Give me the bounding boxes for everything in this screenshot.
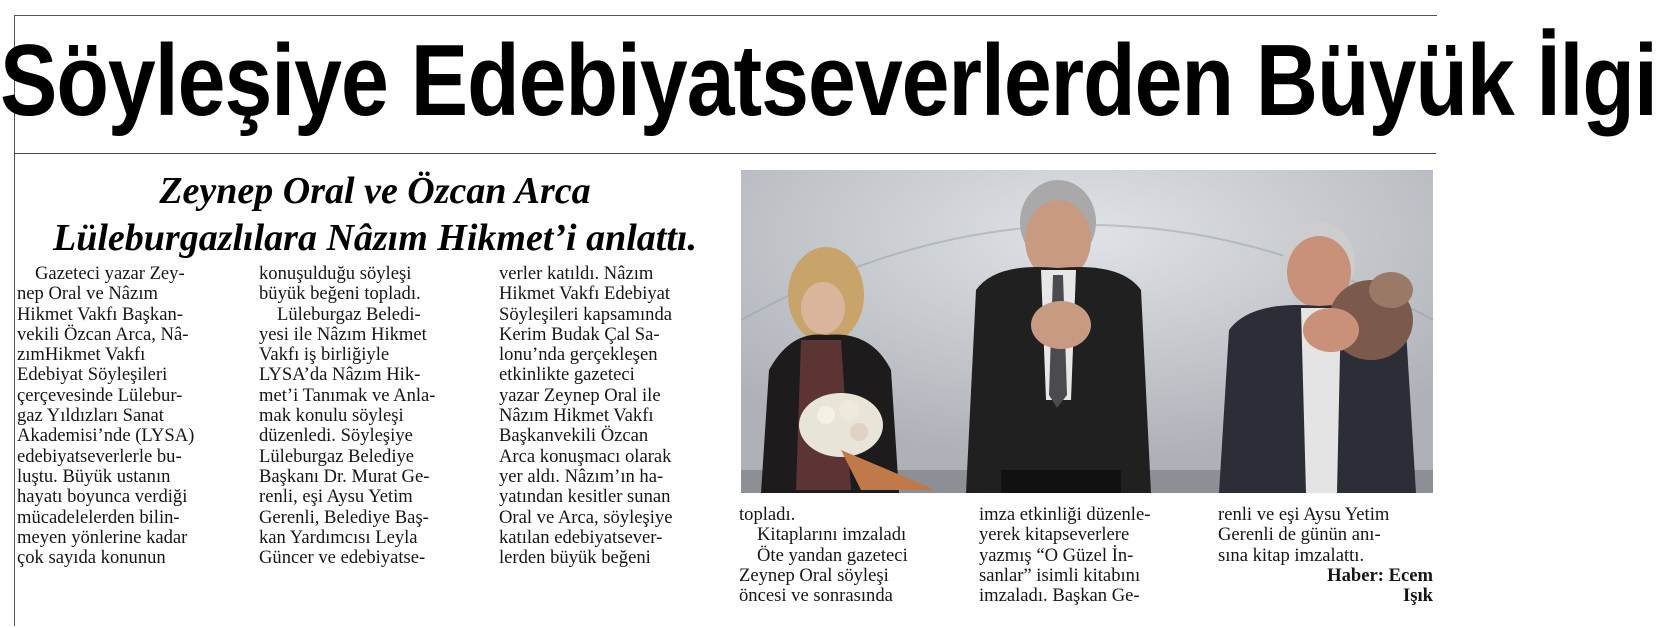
article-text-line: Gerenli, Belediye Baş- [259, 506, 429, 528]
article-text-line: LYSA’da Nâzım Hik- [259, 364, 421, 386]
article-text-line: imzaladı. Başkan Ge- [979, 585, 1140, 607]
article-text-line: yerek kitapseverlere [979, 524, 1130, 546]
article-text-line: hayatı boyunca verdiği [17, 486, 188, 508]
article-text-line: edebiyatseverlerle bu- [17, 445, 182, 467]
article-text-line: Hikmet Vakfı Başkan- [17, 303, 183, 325]
article-text-line: sına kitap imzalattı. [1218, 544, 1365, 566]
article-text-line: Kitaplarını imzaladı [757, 524, 907, 546]
article-text-line: zımHikmet Vakfı [17, 344, 146, 366]
people-applauding-on-stage-icon [741, 170, 1433, 493]
article-text-line: Arca konuşmacı olarak [499, 445, 672, 467]
article-text-line: Lüleburgaz Belediye [259, 445, 415, 467]
article-text-line: met’i Tanımak ve Anla- [259, 384, 436, 406]
article-text-line: çok sayıda konunun [17, 547, 166, 569]
article-text-line: nep Oral ve Nâzım [17, 283, 158, 305]
article-text-line: Öte yandan gazeteci [757, 544, 908, 566]
article-text-line: Akademisi’nde (LYSA) [17, 425, 195, 447]
headline-divider [14, 153, 1436, 154]
article-text-line: renli, eşi Aysu Yetim [259, 486, 413, 508]
article-text-line: Söyleşileri kapsamında [499, 303, 672, 325]
article-text-line: sanlar” isimli kitabını [979, 564, 1141, 586]
article-text-line: yer aldı. Nâzım’ın ha- [499, 465, 664, 487]
article-text-line: büyük beğeni topladı. [259, 283, 421, 305]
article-text-line: vekili Özcan Arca, Nâ- [17, 323, 189, 345]
article-text-line: topladı. [739, 504, 796, 525]
article-column-4 [739, 505, 967, 606]
article-text-line: çerçevesinde Lülebur- [17, 384, 183, 406]
byline: Haber: Ecem [1327, 564, 1433, 586]
article-column-6 [1218, 505, 1433, 606]
article-text-line: lerden büyük beğeni [499, 547, 651, 569]
article-column-3 [499, 264, 727, 568]
article-text-line: yatından kesitler sunan [499, 486, 671, 508]
article-text-line: lonu’nda gerçekleşen [499, 344, 658, 366]
article-text-line: Başkanı Dr. Murat Ge- [259, 465, 430, 487]
article-text-line: Oral ve Arca, söyleşiye [499, 506, 673, 528]
article-text-line: Gerenli de günün anı- [1218, 524, 1381, 546]
article-text-line: Nâzım Hikmet Vakfı [499, 405, 654, 427]
subheadline-line-2: Lüleburgazlılara Nâzım Hikmet’i anlattı. [53, 217, 697, 259]
article-text-line: meyen yönlerine kadar [17, 526, 188, 548]
event-photo [741, 170, 1433, 493]
article-text-line: etkinlikte gazeteci [499, 364, 635, 386]
byline: Işık [1403, 585, 1433, 607]
article-text-line: luştu. Büyük ustanın [17, 465, 171, 487]
article-text-line: Vakfı iş birliğiyle [259, 344, 390, 366]
article-text-line: yazar Zeynep Oral ile [499, 384, 661, 406]
article-text-line: verler katıldı. Nâzım [499, 263, 654, 284]
article-text-line: Kerim Budak Çal Sa- [499, 323, 660, 345]
article-text-line: imza etkinliği düzenle- [979, 504, 1151, 525]
article-column-2 [259, 264, 485, 568]
article-text-line: Lüleburgaz Beledi- [277, 303, 421, 325]
article-text-line: katılan edebiyatsever- [499, 526, 663, 548]
article-text-line: öncesi ve sonrasında [739, 585, 893, 607]
headline: Söyleşiye Edebiyatseverlerden Büyük İlgi [0, 24, 1657, 138]
article-text-line: kan Yardımcısı Leyla [259, 526, 418, 548]
article-column-5 [979, 505, 1207, 606]
article-text-line: Gazeteci yazar Zey- [35, 263, 185, 284]
article-column-1 [17, 264, 243, 568]
article-text-line: yesi ile Nâzım Hikmet [259, 323, 427, 345]
article-text-line: düzenledi. Söyleşiye [259, 425, 413, 447]
article-text-line: yazmış “O Güzel İn- [979, 544, 1134, 566]
article-text-line: konuşulduğu söyleşi [259, 263, 412, 284]
article-text-line: mak konulu söyleşi [259, 405, 404, 427]
article-text-line: renli ve eşi Aysu Yetim [1218, 504, 1390, 525]
article-text-line: mücadelelerden bilin- [17, 506, 180, 528]
article-text-line: Başkanvekili Özcan [499, 425, 649, 447]
article-text-line: gaz Yıldızları Sanat [17, 405, 164, 427]
article-text-line: Hikmet Vakfı Edebiyat [499, 283, 671, 305]
article-text-line: Güncer ve edebiyatse- [259, 547, 426, 569]
subheadline-line-1: Zeynep Oral ve Özcan Arca [159, 170, 591, 212]
article-text-line: Edebiyat Söyleşileri [17, 364, 168, 386]
article-text-line: Zeynep Oral söyleşi [739, 564, 889, 586]
